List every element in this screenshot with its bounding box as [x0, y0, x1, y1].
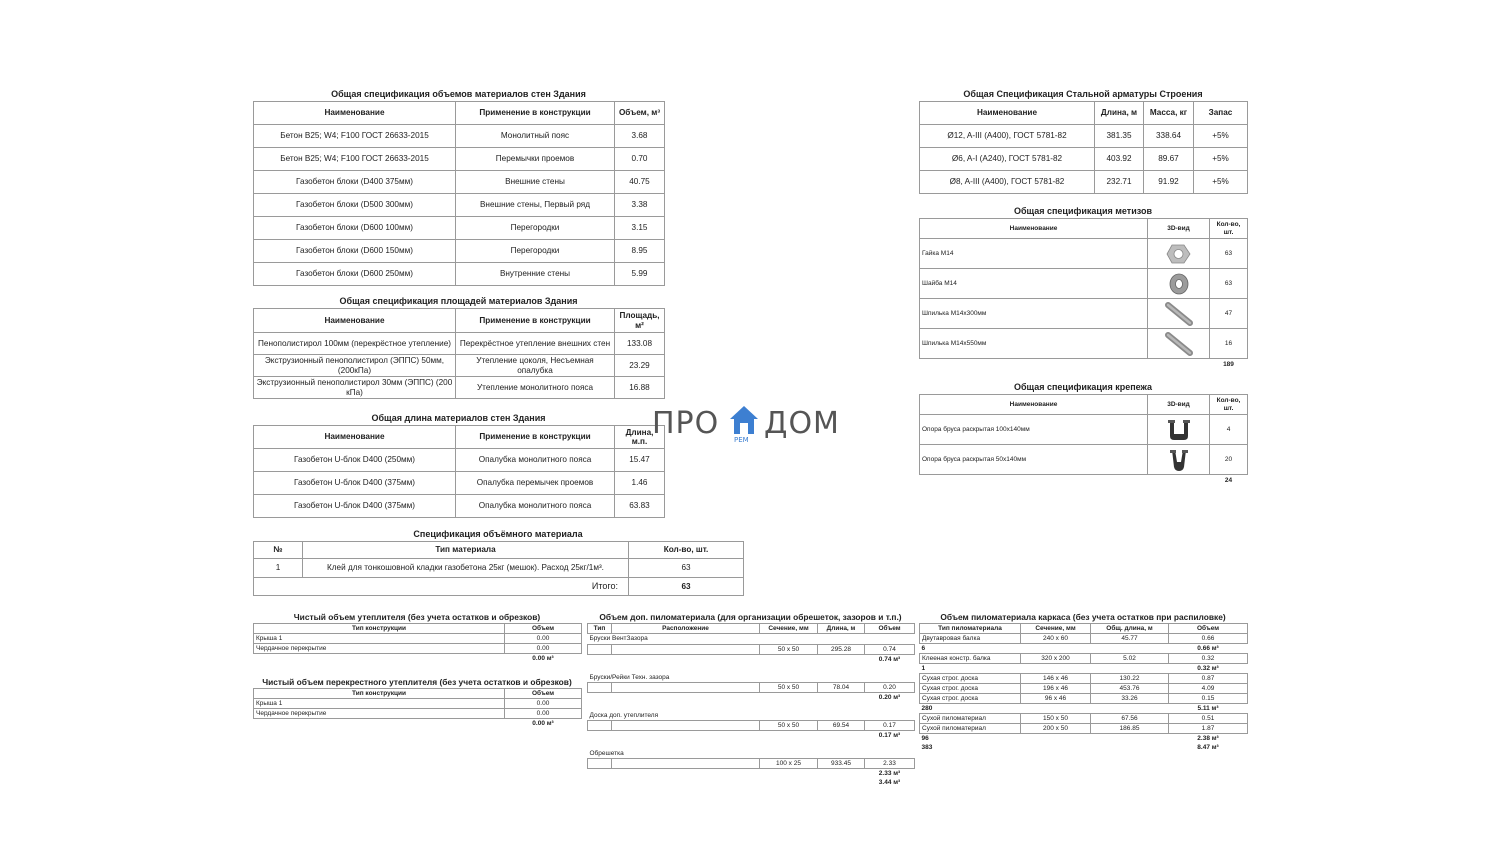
cell: Шайба М14 [920, 269, 1148, 299]
cell: 50 x 50 [760, 721, 818, 731]
cell: Опалубка перемычек проемов [456, 472, 615, 495]
subtotal-cell: 280 [921, 704, 933, 712]
cell: Сухая строг. доска [920, 694, 1021, 704]
table-row [920, 694, 1248, 704]
cell: 295.28 [818, 645, 865, 655]
subtotal-row [920, 644, 1248, 654]
cell: Сухой пиломатериал [920, 724, 1021, 734]
cell: 47 [1210, 299, 1248, 329]
insul-cross-title: Чистый объем перекрестного утеплителя (без учета остатков и обрезков) [262, 677, 572, 687]
table-row [254, 240, 665, 263]
cell: Шпилька М14х300мм [920, 299, 1148, 329]
subtotal-cell: 0.66 м³ [1197, 644, 1219, 652]
table-row [588, 645, 915, 655]
table-row [920, 674, 1248, 684]
cell: 1 [254, 559, 303, 578]
subtotal-row [588, 693, 915, 703]
cell: 200 x 50 [1021, 724, 1091, 734]
col-header: Длина, м.п. [615, 426, 665, 449]
cell: 1.46 [615, 472, 665, 495]
length-table [253, 425, 665, 518]
cell: Перегородки [456, 217, 615, 240]
subtotal-value: 2.33 м³ [878, 769, 901, 777]
group-header-row [588, 749, 915, 759]
subtotal-row [920, 704, 1248, 714]
cell: 5.99 [615, 263, 665, 286]
cell: 0.00 [505, 634, 582, 644]
cell: 381.35 [1095, 125, 1144, 148]
lumber-extra-title: Объем доп. пиломатериала (для организации обрешеток, зазоров и т.п.) [599, 612, 902, 622]
lumber-extra-table [587, 623, 915, 787]
cell: Внутренние стены [456, 263, 615, 286]
table-row [254, 644, 582, 654]
col-header: № [254, 542, 303, 559]
col-header: Тип материала [303, 542, 629, 559]
table-row [920, 654, 1248, 664]
cell: 50 x 50 [760, 683, 818, 693]
col-header: Тип конструкции [254, 624, 505, 634]
table-row [254, 559, 744, 578]
table-row [920, 239, 1248, 269]
cell: 5.02 [1091, 654, 1169, 664]
lumber-frame-table [919, 623, 1248, 752]
cell: 15.47 [615, 449, 665, 472]
col-header: Применение в конструкции [456, 309, 615, 333]
house-icon [728, 404, 760, 436]
insul-net-spec [253, 612, 581, 663]
col-header: Расположение [612, 624, 760, 634]
cell: 0.00 [505, 709, 582, 719]
col-header: Применение в конструкции [456, 426, 615, 449]
table-row [920, 329, 1248, 359]
subtotal-value: 0.20 м³ [878, 693, 901, 701]
cell: 0.00 [505, 699, 582, 709]
cell: 63.83 [615, 495, 665, 518]
cell: 0.66 [1169, 634, 1248, 644]
cell: 91.92 [1144, 171, 1194, 194]
col-header: Наименование [254, 309, 456, 333]
total-value: 24 [1224, 476, 1233, 484]
col-header: Сечение, мм [760, 624, 818, 634]
table-row [254, 472, 665, 495]
cell: 16 [1210, 329, 1248, 359]
cell: 0.87 [1169, 674, 1248, 684]
table-row [588, 721, 915, 731]
cell: 0.74 [865, 645, 915, 655]
cell: 2.33 [865, 759, 915, 769]
col-header: Наименование [920, 102, 1095, 125]
subtotal-cell: 6 [921, 644, 926, 652]
cell: Крыша 1 [254, 634, 505, 644]
beam-support-icon [1148, 445, 1210, 475]
logo-small-text: РЕМ [734, 436, 749, 444]
cell: Утепление монолитного пояса [456, 377, 615, 399]
subtotal-cell [1091, 743, 1169, 752]
table-row [920, 445, 1248, 475]
fasteners-table [919, 394, 1248, 486]
subtotal-cell [1091, 734, 1169, 744]
table-row [254, 171, 665, 194]
subtotal-cell [1021, 743, 1091, 752]
cell: 232.71 [1095, 171, 1144, 194]
cell: 933.45 [818, 759, 865, 769]
col-header: Запас [1194, 102, 1248, 125]
cell: Перемычки проемов [456, 148, 615, 171]
cell: Газобетон U-блок D400 (375мм) [254, 472, 456, 495]
insul-cross-table [253, 688, 582, 728]
table-row [588, 683, 915, 693]
table-row [254, 449, 665, 472]
cell: 146 x 46 [1021, 674, 1091, 684]
subtotal-cell [1021, 734, 1091, 744]
total-value: 63 [629, 578, 744, 596]
col-header: Объем, м³ [615, 102, 665, 125]
col-header: Наименование [254, 426, 456, 449]
area-spec [253, 296, 664, 399]
cell: 320 x 200 [1021, 654, 1091, 664]
col-header: Сечение, мм [1021, 624, 1091, 634]
cell: 8.95 [615, 240, 665, 263]
cell: 1.87 [1169, 724, 1248, 734]
subtotal-cell: 0.32 м³ [1197, 664, 1219, 672]
table-row [588, 759, 915, 769]
table-row [254, 634, 582, 644]
cell: Клей для тонкошовной кладки газобетона 25кг (мешок). Расход 25кг/1м³. [303, 559, 629, 578]
cell: Утепление цоколя, Несъемная опалубка [456, 355, 615, 377]
cell: Газобетон блоки (D600 150мм) [254, 240, 456, 263]
cell: Чердачное перекрытие [254, 644, 505, 654]
total-value: 189 [1223, 360, 1234, 368]
col-header: Масса, кг [1144, 102, 1194, 125]
lumber-frame-spec [919, 612, 1247, 752]
cell: Внешние стены [456, 171, 615, 194]
rebar-title: Общая Спецификация Стальной арматуры Строения [963, 89, 1203, 99]
subtotal-cell [1091, 664, 1169, 674]
col-header: Объем [1169, 624, 1248, 634]
cell: 403.92 [1095, 148, 1144, 171]
cell: Гайка М14 [920, 239, 1148, 269]
hardware-table [919, 218, 1248, 370]
cell: Опалубка монолитного пояса [456, 495, 615, 518]
cell: 186.85 [1091, 724, 1169, 734]
cell: Газобетон U-блок D400 (250мм) [254, 449, 456, 472]
col-header: 3D-вид [1148, 395, 1210, 415]
group-header-row [588, 711, 915, 721]
cell: 4.09 [1169, 684, 1248, 694]
col-header: Кол-во, шт. [629, 542, 744, 559]
cell: Газобетон блоки (D600 250мм) [254, 263, 456, 286]
subtotal-row [920, 743, 1248, 752]
subtotal-cell: 383 [921, 743, 933, 751]
area-table [253, 308, 665, 399]
insul-cross-spec [253, 677, 581, 728]
cell: Сухая строг. доска [920, 684, 1021, 694]
logo-text-left: ПРО [652, 406, 720, 441]
col-header: Наименование [254, 102, 456, 125]
cell: +5% [1194, 148, 1248, 171]
group-header-row [588, 634, 915, 645]
subtotal-cell: 5.11 м³ [1197, 704, 1219, 712]
subtotal-row [588, 731, 915, 741]
cell: Газобетон блоки (D500 300мм) [254, 194, 456, 217]
cell: Газобетон блоки (D600 100мм) [254, 217, 456, 240]
cell: Пенополистирол 100мм (перекрёстное утепление) [254, 333, 456, 355]
subtotal-row [588, 769, 915, 779]
cell: Клееная констр. балка [920, 654, 1021, 664]
logo-text-right: ДОМ [764, 406, 840, 441]
subtotal-cell [1091, 704, 1169, 714]
group-name: Бруски ВентЗазора [589, 635, 648, 643]
lumber-frame-title: Объем пиломатериала каркаса (без учета остатков при распиловке) [940, 612, 1226, 622]
table-row [920, 125, 1248, 148]
stud-icon [1148, 299, 1210, 329]
cell: Газобетон блоки (D400 375мм) [254, 171, 456, 194]
table-row [920, 415, 1248, 445]
area-title: Общая спецификация площадей материалов Здания [339, 296, 578, 306]
group-name: Бруски/Рейки Техн. зазора [589, 673, 670, 681]
cell: 0.15 [1169, 694, 1248, 704]
washer-icon [1148, 269, 1210, 299]
bulk-spec [253, 529, 743, 596]
table-row [920, 684, 1248, 694]
col-header: Объем [505, 624, 582, 634]
col-header: Объем [865, 624, 915, 634]
subtotal-cell [1021, 664, 1091, 674]
cell: 240 x 60 [1021, 634, 1091, 644]
table-row [920, 269, 1248, 299]
cell: 20 [1210, 445, 1248, 475]
cell: 3.38 [615, 194, 665, 217]
lumber-frame-body [920, 634, 1248, 753]
bulk-title: Спецификация объёмного материала [413, 529, 583, 539]
col-header: Площадь, м² [615, 309, 665, 333]
cell: Опора бруса раскрытая 50х140мм [920, 445, 1148, 475]
subtotal-cell: 8.47 м³ [1197, 743, 1219, 751]
total-row [920, 475, 1248, 486]
walls-volume-spec [253, 89, 664, 286]
col-header: Кол-во, шт. [1210, 219, 1248, 239]
col-header: Тип [588, 624, 612, 634]
cell: +5% [1194, 125, 1248, 148]
cell: 16.88 [615, 377, 665, 399]
subtotal-cell [1021, 704, 1091, 714]
table-row [920, 634, 1248, 644]
cell: 150 x 50 [1021, 714, 1091, 724]
lumber-extra-spec [587, 612, 914, 787]
cell: Бетон B25; W4; F100 ГОСТ 26633-2015 [254, 148, 456, 171]
beam-support-icon [1148, 415, 1210, 445]
cell: 45.77 [1091, 634, 1169, 644]
cell: 63 [1210, 239, 1248, 269]
grand-total-value: 3.44 м³ [878, 778, 901, 786]
table-row [254, 217, 665, 240]
cell: Опора бруса раскрытая 100х140мм [920, 415, 1148, 445]
brand-logo [648, 402, 852, 448]
table-row [254, 333, 665, 355]
table-row [254, 263, 665, 286]
table-row [254, 355, 665, 377]
col-header: 3D-вид [1148, 219, 1210, 239]
cell: 0.17 [865, 721, 915, 731]
subtotal-row [588, 655, 915, 665]
subtotal-row [920, 664, 1248, 674]
table-row [254, 495, 665, 518]
col-header: Общ. длина, м [1091, 624, 1169, 634]
hardware-title: Общая спецификация метизов [1013, 206, 1153, 216]
table-row [254, 194, 665, 217]
cell: 196 x 46 [1021, 684, 1091, 694]
col-header: Наименование [920, 395, 1148, 415]
subtotal-cell: 1 [921, 664, 926, 672]
group-header-row [588, 673, 915, 683]
group-name: Обрешетка [589, 749, 624, 757]
cell: 89.67 [1144, 148, 1194, 171]
cell: 3.15 [615, 217, 665, 240]
subtotal-cell [1091, 644, 1169, 654]
cell: Крыша 1 [254, 699, 505, 709]
cell: Сухая строг. доска [920, 674, 1021, 684]
col-header: Длина, м [1095, 102, 1144, 125]
cell: 453.76 [1091, 684, 1169, 694]
cell: Газобетон U-блок D400 (375мм) [254, 495, 456, 518]
table-row [254, 699, 582, 709]
subtotal-cell [1021, 644, 1091, 654]
table-row [254, 377, 665, 399]
walls-volume-table [253, 101, 665, 286]
insul-net-title: Чистый объем утеплителя (без учета остатков и обрезков) [293, 612, 541, 622]
cell: Ø8, A-III (A400), ГОСТ 5781-82 [920, 171, 1095, 194]
cell: 40.75 [615, 171, 665, 194]
group-name: Доска доп. утеплителя [589, 711, 659, 719]
table-row [920, 299, 1248, 329]
table-row [920, 171, 1248, 194]
subtotal-row [920, 734, 1248, 744]
col-header: Тип конструкции [254, 689, 505, 699]
cell: 69.54 [818, 721, 865, 731]
cell: Ø6, A-I (A240), ГОСТ 5781-82 [920, 148, 1095, 171]
cell: 0.70 [615, 148, 665, 171]
col-header: Наименование [920, 219, 1148, 239]
cell: 63 [629, 559, 744, 578]
subtotal-cell: 96 [921, 734, 929, 742]
total-value: 0.00 м³ [532, 654, 554, 662]
cell: 0.20 [865, 683, 915, 693]
cell: 96 x 46 [1021, 694, 1091, 704]
walls-volume-title: Общая спецификация объемов материалов стен Здания [331, 89, 586, 99]
cell: Экструзионный пенополистирол (ЭППС) 50мм, (200кПа) [254, 355, 456, 377]
cell: Перегородки [456, 240, 615, 263]
total-row [920, 359, 1248, 370]
hardware-spec [919, 206, 1247, 370]
fasteners-spec [919, 382, 1247, 486]
cell: Чердачное перекрытие [254, 709, 505, 719]
cell: 0.00 [505, 644, 582, 654]
total-row [254, 654, 582, 664]
cell: Перекрёстное утепление внешних стен [456, 333, 615, 355]
cell: 4 [1210, 415, 1248, 445]
cell: Ø12, A-III (A400), ГОСТ 5781-82 [920, 125, 1095, 148]
cell: Опалубка монолитного пояса [456, 449, 615, 472]
nut-icon [1148, 239, 1210, 269]
col-header: Объем [505, 689, 582, 699]
cell: Бетон B25; W4; F100 ГОСТ 26633-2015 [254, 125, 456, 148]
table-row [920, 714, 1248, 724]
cell: +5% [1194, 171, 1248, 194]
subtotal-value: 0.17 м³ [878, 731, 901, 739]
col-header: Длина, м [818, 624, 865, 634]
total-value: 0.00 м³ [532, 719, 554, 727]
col-header: Тип пиломатериала [920, 624, 1021, 634]
col-header: Применение в конструкции [456, 102, 615, 125]
cell: 130.22 [1091, 674, 1169, 684]
total-label: Итого: [254, 578, 629, 596]
col-header: Кол-во, шт. [1210, 395, 1248, 415]
rebar-table [919, 101, 1248, 194]
bulk-table [253, 541, 744, 596]
length-title: Общая длина материалов стен Здания [371, 413, 546, 423]
total-row [254, 578, 744, 596]
fasteners-title: Общая спецификация крепежа [1013, 382, 1153, 392]
cell: 338.64 [1144, 125, 1194, 148]
subtotal-value: 0.74 м³ [878, 655, 901, 663]
table-row [254, 709, 582, 719]
rebar-spec [919, 89, 1247, 194]
cell: 63 [1210, 269, 1248, 299]
cell: Двутавровая балка [920, 634, 1021, 644]
stud-icon [1148, 329, 1210, 359]
table-row [254, 148, 665, 171]
cell: 23.29 [615, 355, 665, 377]
cell: 78.04 [818, 683, 865, 693]
cell: 0.51 [1169, 714, 1248, 724]
cell: Шпилька М14х550мм [920, 329, 1148, 359]
insul-net-table [253, 623, 582, 663]
table-row [254, 125, 665, 148]
cell: 100 x 25 [760, 759, 818, 769]
cell: 50 x 50 [760, 645, 818, 655]
cell: 33.26 [1091, 694, 1169, 704]
cell: Монолитный пояс [456, 125, 615, 148]
table-row [920, 148, 1248, 171]
table-row [920, 724, 1248, 734]
subtotal-cell: 2.38 м³ [1197, 734, 1219, 742]
total-row [254, 719, 582, 729]
grand-total-row [588, 778, 915, 787]
cell: 0.32 [1169, 654, 1248, 664]
cell: 67.56 [1091, 714, 1169, 724]
cell: Экструзионный пенополистирол 30мм (ЭППС) (200 кПа) [254, 377, 456, 399]
length-spec [253, 413, 664, 518]
cell: Внешние стены, Первый ряд [456, 194, 615, 217]
cell: Сухой пиломатериал [920, 714, 1021, 724]
cell: 133.08 [615, 333, 665, 355]
cell: 3.68 [615, 125, 665, 148]
